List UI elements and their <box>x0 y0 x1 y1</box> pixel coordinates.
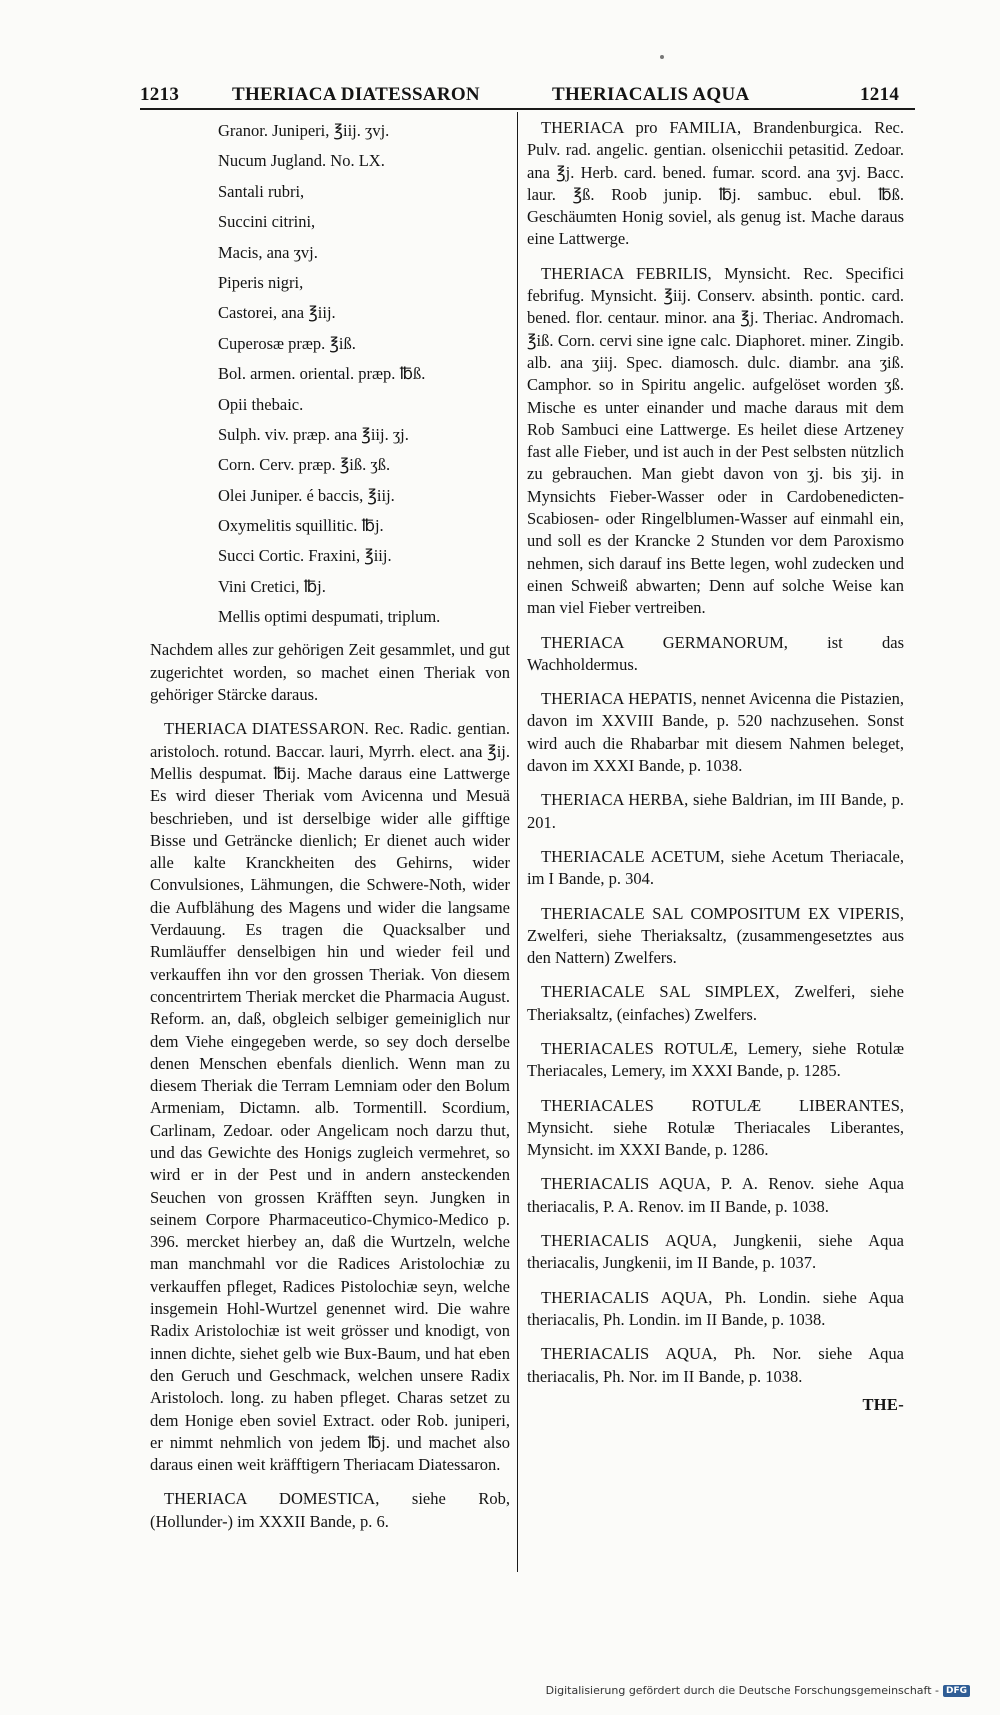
entry-theriaca-hepatis: THERIACA HEPATIS, nennet Avicenna die Pistazien, davon im XXVIII Bande, p. 520 nachzusehen. Sonst wird auch die Rhabarbar mit diesem Nahmen beleget, davon im XXXI Bande, p. 1038. <box>527 689 904 776</box>
entry-theriacale-sal-simplex: THERIACALE SAL SIMPLEX, Zwelferi, siehe Theriaksaltz, (einfaches) Zwelfers. <box>527 982 904 1024</box>
entry-theriaca-diatessaron: THERIACA DIATESSARON. Rec. Radic. gentian. aristoloch. rotund. Baccar. lauri, Myrrh. elect. ana ℥ij. Mellis despumat. ℔ij. Mache daraus eine Lattwerge Es wird dieser Theriak vom Avicenna und Mesuä beschrieben, und ist derselbige wider alle gifftige Bisse und Geträncke dienlich; Er dienet auch wider alle kalte Kranckheiten des Gehirns, wider Convulsiones, Lähmungen, die Schwere-Noth, wider die Aufblähung des Magens und wider die langsame Verdauung. Es tragen die Quacksalber und Rumläuffer denselbigen hin und wieder feil und verkauffen ihn vor den grossen Theriak. Von diesem concentrirtem Theriak mercket die Pharmacia August. Reform. an, daß, obgleich selbiger gemeiniglich nur dem Viehe eingegeben werde, so sey doch derselbe denen Menschen ebenfals dienlich. Wenn man zu diesem Theriak die Terram Lemniam oder den Bolum Armeniam, Dictamn. alb. Tormentill. Scordium, Carlinam, Zedoar. oder Angelicam noch darzu thut, und das Gewichte des Honigs zugleich vermehret, so wird er in der Pest und in andern ansteckenden Seuchen von grossen Kräfften seyn. Jungken in seinem Corpore Pharmaceutico-Chymico-Medico p. 396. mercket hierbey an, daß die Wurtzeln, welche man manchmahl vor die Radices Aristolochiæ zu verkauffen pfleget, Radices Pistolochiæ seyn, welche insgemein Hohl-Wurtzel genennet wird. Die wahre Radix Aristolochiæ ist weit grösser und knodigt, von innen dichte, siehet gelb wie Bux-Baum, und hat eben den Geruch und Geschmack, welchen unsere Radix Aristoloch. long. zu haben pfleget. Charas setzet zu dem Honige eben soviel Extract. oder Rob. juniperi, er nimmt nehmlich von jedem ℔j. und machet also daraus einen weit kräfftigern Theriacam Diatessaron. <box>150 719 510 1475</box>
ingredient: Cuperosæ præp. ℥iß. <box>218 333 356 353</box>
ingredient: Castorei, ana ℥iij. <box>218 303 336 323</box>
ink-speck <box>660 55 664 59</box>
entry-theriaca-pro-familia: THERIACA pro FAMILIA, Brandenburgica. Rec. Pulv. rad. angelic. gentian. olsenicchii petasitid. Zedoar. ana ℥j. Herb. card. bened. fumar. scord. ana ʒvj. Bacc. laur. ℥ß. Roob junip. ℔j. sambuc. ebul. ℔ß. Geschäumten Honig soviel, als genug ist. Mache daraus eine Lattwerge. <box>527 118 904 249</box>
entry-theriacalis-aqua-jungkenii: THERIACALIS AQUA, Jungkenii, siehe Aqua theriacalis, Jungkenii, im II Bande, p. 1037. <box>527 1231 904 1273</box>
right-column <box>527 117 904 1416</box>
entry-theriaca-germanorum: THERIACA GERMANORUM, ist das Wachholdermus. <box>527 632 904 674</box>
ingredient: Mellis optimi despumati, triplum. <box>218 607 441 627</box>
ingredient: Piperis nigri, <box>218 272 304 292</box>
ingredient: Granor. Juniperi, ℥iij. ʒvj. <box>218 121 390 140</box>
entry-theriacalis-aqua-londin: THERIACALIS AQUA, Ph. Londin. siehe Aqua theriacalis, Ph. Londin. im II Bande, p. 1038. <box>527 1287 904 1329</box>
ingredient: Opii thebaic. <box>218 394 304 414</box>
entry-theriacalis-aqua-nor: THERIACALIS AQUA, Ph. Nor. siehe Aqua theriacalis, Ph. Nor. im II Bande, p. 1038. <box>527 1344 904 1386</box>
ingredient: Nucum Jugland. No. LX. <box>218 151 385 171</box>
column-divider <box>517 112 518 1572</box>
ingredient: Oxymelitis squillitic. ℔j. <box>218 516 384 536</box>
ingredient: Corn. Cerv. præp. ℥iß. ʒß. <box>218 455 391 475</box>
left-page-number: 1213 <box>140 84 180 105</box>
ingredient: Succi Cortic. Fraxini, ℥iij. <box>218 546 392 566</box>
entry-theriaca-herba: THERIACA HERBA, siehe Baldrian, im III Bande, p. 201. <box>527 790 904 832</box>
entry-theriacale-acetum: THERIACALE ACETUM, siehe Acetum Theriacale, im I Bande, p. 304. <box>527 846 904 889</box>
ingredient: Sulph. viv. præp. ana ℥iij. ʒj. <box>218 424 409 444</box>
ingredient-list <box>150 117 510 630</box>
entry-theriacalis-aqua-renov: THERIACALIS AQUA, P. A. Renov. siehe Aqua theriacalis, P. A. Renov. im II Bande, p. 1038. <box>527 1174 904 1216</box>
ingredient: Bol. armen. oriental. præp. ℔ß. <box>218 364 426 384</box>
ingredient: Succini citrini, <box>218 212 316 232</box>
footer-text: Digitalisierung gefördert durch die Deutsche Forschungsgemeinschaft - <box>545 1684 939 1697</box>
header-rule <box>140 108 915 110</box>
digitization-footer <box>546 1684 970 1697</box>
entry-theriacale-sal-compositum: THERIACALE SAL COMPOSITUM EX VIPERIS, Zwelferi, siehe Theriaksaltz, (zusammengesetztes aus den Nattern) Zwelfers. <box>527 903 904 968</box>
ingredient: Vini Cretici, ℔j. <box>218 576 326 596</box>
right-running-title: THERIACALIS AQUA <box>552 84 750 105</box>
entry-theriacales-rotulae-liberantes: THERIACALES ROTULÆ LIBERANTES, Mynsicht. siehe Rotulæ Theriacales Liberantes, Mynsicht. im XXXI Bande, p. 1286. <box>527 1095 904 1160</box>
ingredient: Macis, ana ʒvj. <box>218 242 318 262</box>
entry-theriaca-febrilis: THERIACA FEBRILIS, Mynsicht. Rec. Specifici febrifug. Mynsicht. ℥iij. Conserv. absinth. pontic. card. bened. flor. centaur. minor. ana ℥j. Theriac. Andromach. ℥iß. Corn. cervi sine igne calc. Diaphoret. miner. Zingib. alb. ana ʒiij. Spec. diamosch. dulc. diambr. ana ʒiß. Camphor. so in Spiritu angelic. aufgelöset worden ʒß. Mische es unter einander und mache daraus mit dem Rob Sambuci eine Lattwerge. Es heilet diese Artzeney fast alle Fieber, und ist auch in der Pest selbsten nützlich zu gebrauchen. Man giebt davon von ʒj. bis ʒij. in Mynsichts Fieber-Wasser oder in Cardobenedicten-Scabiosen- oder Ringelblumen-Wasser auf einmahl ein, und soll es der Krancke 2 Stunden vor dem Paroxismo nehmen, sich darauf ins Bette legen, wohl zudecken und einen Schweiß abwarten; Denn auf solche Weise kan man viel Fieber vertreiben. <box>527 263 904 618</box>
preparation-note: Nachdem alles zur gehörigen Zeit gesammlet, und gut zugerichtet worden, so machet einen Theriak von gehöriger Stärcke daraus. <box>150 640 510 705</box>
ingredient: Olei Juniper. é baccis, ℥iij. <box>218 485 395 505</box>
entry-theriacales-rotulae: THERIACALES ROTULÆ, Lemery, siehe Rotulæ Theriacales, Lemery, im XXXI Bande, p. 1285. <box>527 1038 904 1081</box>
left-running-title: THERIACA DIATESSARON <box>232 84 480 105</box>
right-page-number: 1214 <box>860 84 900 105</box>
left-column <box>150 117 510 1545</box>
catchword: THE- <box>862 1394 904 1414</box>
ingredient: Santali rubri, <box>218 181 305 201</box>
entry-theriaca-domestica: THERIACA DOMESTICA, siehe Rob, (Hollunder-) im XXXII Bande, p. 6. <box>150 1489 510 1531</box>
dfg-logo: DFG <box>943 1685 970 1697</box>
